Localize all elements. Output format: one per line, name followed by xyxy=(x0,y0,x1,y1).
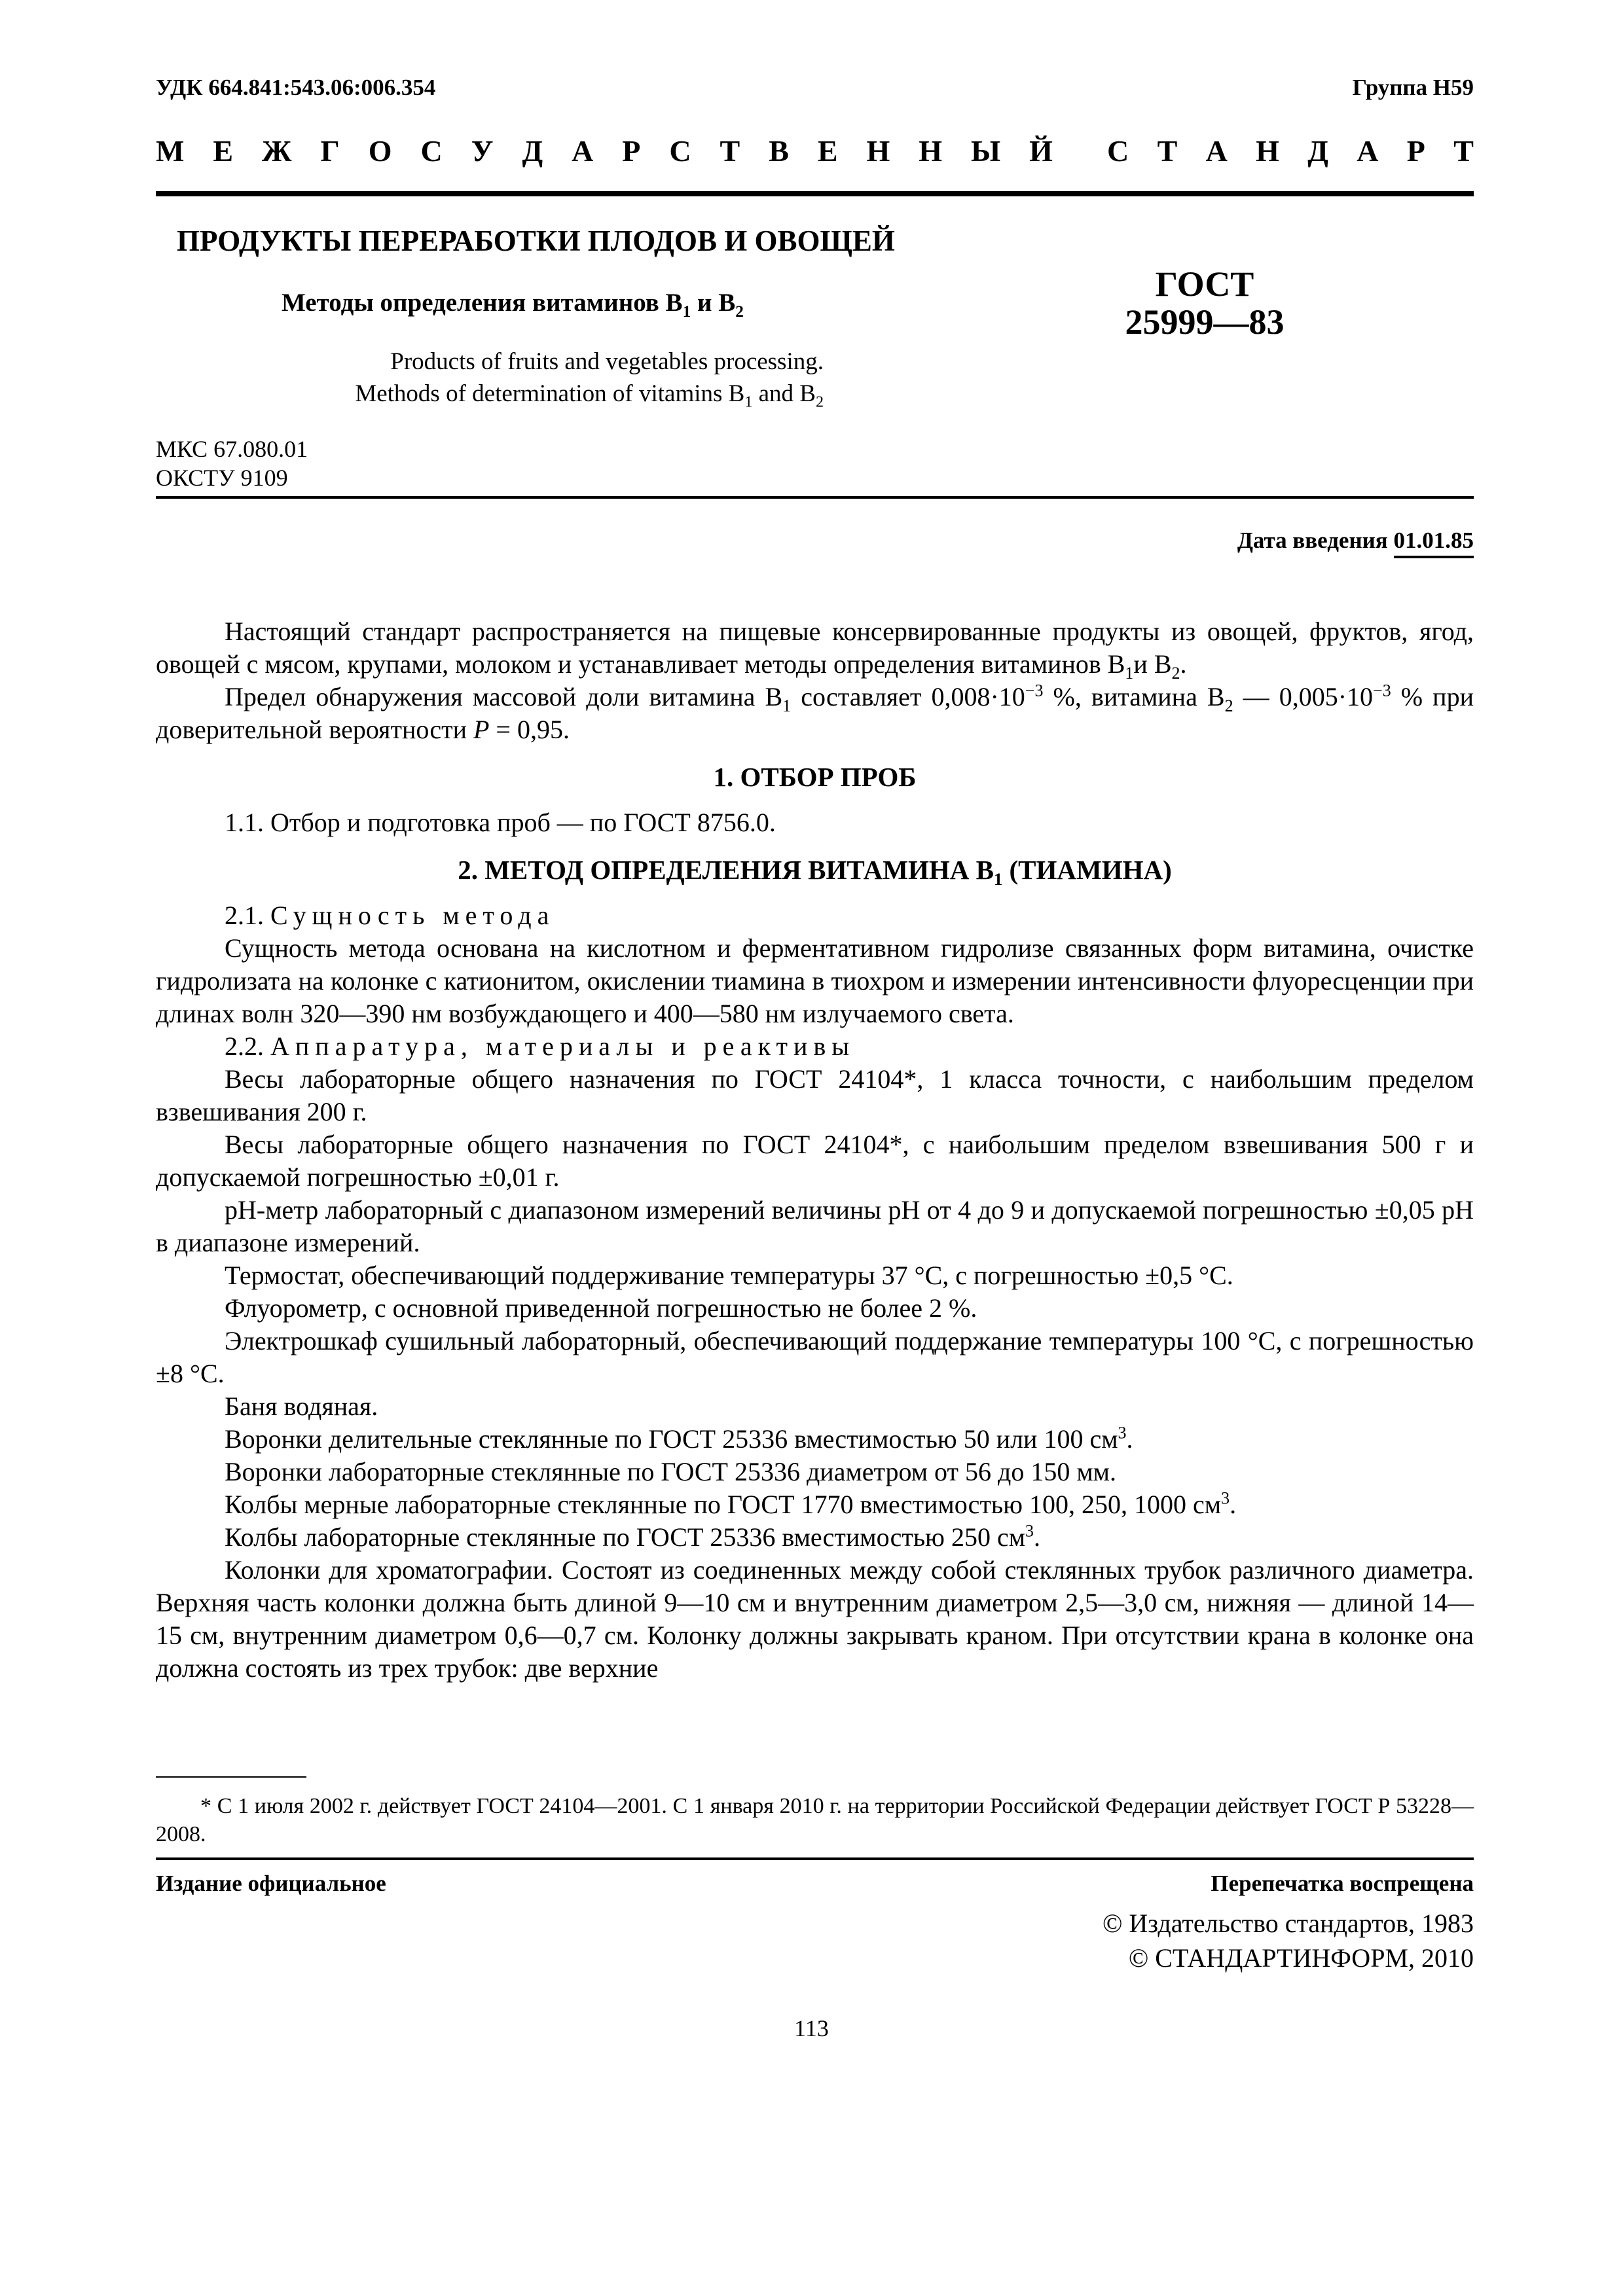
banner-letter: Н xyxy=(1256,134,1279,168)
date-label: Дата введения xyxy=(1237,528,1394,553)
banner-letter: Т xyxy=(720,134,740,168)
subtitle-sub: 1 xyxy=(682,302,691,321)
banner-letter: Й xyxy=(1029,134,1053,168)
equipment-item: Флуорометр, с основной приведенной погрешностью не более 2 %. xyxy=(225,1293,977,1323)
footer-rule xyxy=(156,1857,1474,1860)
text: = 0,95. xyxy=(489,715,570,744)
clause-2-2-title xyxy=(156,1030,1474,1063)
banner-letter: А xyxy=(1205,134,1228,168)
clause-1-1: 1.1. Отбор и подготовка проб — по ГОСТ 8756.0. xyxy=(225,808,776,837)
banner-word-standard xyxy=(1107,134,1474,168)
banner-letter: Р xyxy=(622,134,641,168)
text: (ТИАМИНА) xyxy=(1002,855,1172,885)
text: . xyxy=(1126,1424,1133,1454)
text: . xyxy=(1034,1522,1041,1552)
english-title xyxy=(156,346,824,410)
section-heading-2 xyxy=(156,853,1474,889)
banner-letter: Т xyxy=(1453,134,1474,168)
footnote xyxy=(156,1792,1474,1848)
clause-2-1-title xyxy=(156,899,1474,932)
document-subtitle xyxy=(282,288,744,321)
banner-letter: Ы xyxy=(971,134,1001,168)
document-title: ПРОДУКТЫ ПЕРЕРАБОТКИ ПЛОДОВ И ОВОЩЕЙ xyxy=(177,224,895,257)
text: 2. МЕТОД ОПРЕДЕЛЕНИЯ ВИТАМИНА B xyxy=(458,855,994,885)
text: Предел обнаружения массовой доли витамина B xyxy=(225,682,783,711)
copyright-line: © Издательство стандартов, 1983 xyxy=(1102,1909,1474,1938)
sub: 1 xyxy=(782,696,792,715)
banner-letter: С xyxy=(1107,134,1129,168)
sup: −3 xyxy=(1373,681,1391,700)
official-edition-label: Издание официальное xyxy=(156,1871,386,1896)
banner-word-interstate xyxy=(156,134,1053,168)
introduction-date xyxy=(1237,528,1474,554)
banner-letter: Н xyxy=(919,134,943,168)
gost-label: ГОСТ xyxy=(1155,264,1254,304)
header-rule xyxy=(156,191,1474,196)
text: . xyxy=(1230,1490,1237,1519)
clause-2-1-text: Сущность метода основана на кислотном и ферментативном гидролизе связанных форм витамина, очистке гидролизата на колонке с катионитом, окислении тиамина в тиохром и измерении интенсивности флуоресценции при длинах волн 320—390 нм возбуждающего и 400—580 нм излучаемого света. xyxy=(156,933,1474,1028)
page-number: 113 xyxy=(794,2015,829,2041)
banner-letter: А xyxy=(572,134,594,168)
footnote-text: * С 1 июля 2002 г. действует ГОСТ 24104—2001. С 1 января 2010 г. на территории Российской Федерации действует ГОСТ Р 53228—2008. xyxy=(156,1794,1474,1846)
equipment-item: Колонки для хроматографии. Состоят из соединенных между собой стеклянных трубок различного диаметра. Верхняя часть колонки должна быть длиной 9—10 см и внутренним диаметром 2,5—3,0 см, нижняя — длиной 14—15 см, внутренним диаметром 0,6—0,7 см. Колонку должны закрывать краном. При отсутствии крана в колонке она должна состоять из трех трубок: две верхние xyxy=(156,1555,1474,1683)
text: Воронки делительные стеклянные по ГОСТ 25336 вместимостью 50 или 100 см xyxy=(225,1424,1118,1454)
banner-letter: С xyxy=(669,134,691,168)
sup: 3 xyxy=(1221,1488,1230,1508)
text: % при доверительной вероятности xyxy=(156,682,1474,744)
english-title-text: Methods of determination of vitamins B xyxy=(355,380,745,407)
equipment-item: Термостат, обеспечивающий поддерживание температуры 37 °C, с погрешностью ±0,5 °C. xyxy=(225,1261,1233,1290)
equipment-item: Весы лабораторные общего назначения по ГОСТ 24104*, с наибольшим пределом взвешивания 500 г и допускаемой погрешностью ±0,01 г. xyxy=(156,1130,1474,1192)
english-title-sub: 1 xyxy=(744,393,753,411)
banner-letter: М xyxy=(156,134,185,168)
banner-letter: Е xyxy=(817,134,838,168)
text: Настоящий стандарт распространяется на пищевые консервированные продукты из овощей, фруктов, ягод, овощей с мясом, крупами, молоком и устанавливает методы определения витаминов B xyxy=(156,617,1474,679)
banner-letter: О xyxy=(368,134,392,168)
interstate-standard-banner xyxy=(156,134,1474,168)
sub: 1 xyxy=(1125,664,1134,683)
equipment-item: pH-метр лабораторный с диапазоном измерений величины pH от 4 до 9 и допускаемой погрешностью ±0,05 pH в диапазоне измерений. xyxy=(156,1195,1474,1257)
date-value: 01.01.85 xyxy=(1394,528,1474,558)
equipment-item: Баня водяная. xyxy=(225,1391,378,1421)
copyright-line: © СТАНДАРТИНФОРМ, 2010 xyxy=(1128,1943,1474,1973)
classification-codes xyxy=(156,435,308,492)
banner-letter: Н xyxy=(866,134,890,168)
sub: 2 xyxy=(1224,696,1233,715)
clause-number: 2.2. xyxy=(225,1031,270,1061)
english-title-line xyxy=(156,378,824,410)
sup: −3 xyxy=(1025,681,1044,700)
reprint-prohibited-label: Перепечатка воспрещена xyxy=(1211,1871,1474,1896)
sub: 1 xyxy=(993,869,1003,889)
banner-letter: У xyxy=(471,134,494,168)
mks-code: МКС 67.080.01 xyxy=(156,436,308,462)
text: %, витамина B xyxy=(1043,682,1225,711)
text: — 0,005·10 xyxy=(1233,682,1374,711)
gost-number: 25999—83 xyxy=(1125,302,1285,342)
text: Колбы мерные лабораторные стеклянные по ГОСТ 1770 вместимостью 100, 250, 1000 см xyxy=(225,1490,1222,1519)
equipment-item: Электрошкаф сушильный лабораторный, обеспечивающий поддержание температуры 100 °C, с погрешностью ±8 °C. xyxy=(156,1326,1474,1388)
group-code: Группа Н59 xyxy=(1352,75,1474,100)
intro-paragraph xyxy=(156,615,1474,681)
english-title-line: Products of fruits and vegetables processing. xyxy=(390,348,824,375)
banner-letter: Д xyxy=(1307,134,1328,168)
banner-letter: А xyxy=(1357,134,1379,168)
text: и B xyxy=(1133,649,1172,679)
equipment-item: Весы лабораторные общего назначения по ГОСТ 24104*, 1 класса точности, с наибольшим пределом взвешивания 200 г. xyxy=(156,1064,1474,1126)
banner-letter: Г xyxy=(320,134,340,168)
gost-designation xyxy=(1106,265,1303,341)
banner-letter: Ж xyxy=(262,134,292,168)
subtitle-text: Методы определения витаминов B xyxy=(282,289,683,317)
clause-title: Сущность метода xyxy=(270,901,555,930)
english-title-sub: 2 xyxy=(815,393,824,411)
banner-letter: Т xyxy=(1157,134,1178,168)
equipment-item xyxy=(156,1423,1474,1456)
sup: 3 xyxy=(1118,1423,1127,1443)
text: составляет 0,008·10 xyxy=(791,682,1025,711)
banner-letter: С xyxy=(420,134,443,168)
footnote-rule xyxy=(156,1776,306,1778)
udk-code: УДК 664.841:543.06:006.354 xyxy=(156,75,436,100)
text: . xyxy=(1180,649,1187,679)
banner-letter: Р xyxy=(1406,134,1425,168)
document-body xyxy=(156,615,1474,1685)
okstu-code: ОКСТУ 9109 xyxy=(156,465,288,491)
sub: 2 xyxy=(1171,664,1180,683)
section-heading-1: 1. ОТБОР ПРОБ xyxy=(713,762,917,792)
banner-letter: Д xyxy=(522,134,543,168)
subtitle-sub: 2 xyxy=(735,302,744,321)
clause-title: Аппаратура, материалы и реактивы xyxy=(270,1031,856,1061)
text: P xyxy=(473,715,490,744)
equipment-item xyxy=(156,1488,1474,1521)
clause-number: 2.1. xyxy=(225,901,270,930)
equipment-item xyxy=(156,1521,1474,1554)
text: Колбы лабораторные стеклянные по ГОСТ 25336 вместимостью 250 см xyxy=(225,1522,1026,1552)
banner-letter: В xyxy=(769,134,789,168)
detection-limit-paragraph xyxy=(156,681,1474,746)
equipment-list xyxy=(156,1063,1474,1423)
english-title-text: and B xyxy=(752,380,816,407)
equipment-item: Воронки лабораторные стеклянные по ГОСТ 25336 диаметром от 56 до 150 мм. xyxy=(225,1457,1116,1486)
title-block-rule xyxy=(156,496,1474,499)
banner-letter: Е xyxy=(213,134,234,168)
subtitle-text: и B xyxy=(691,289,736,317)
sup: 3 xyxy=(1025,1521,1034,1541)
